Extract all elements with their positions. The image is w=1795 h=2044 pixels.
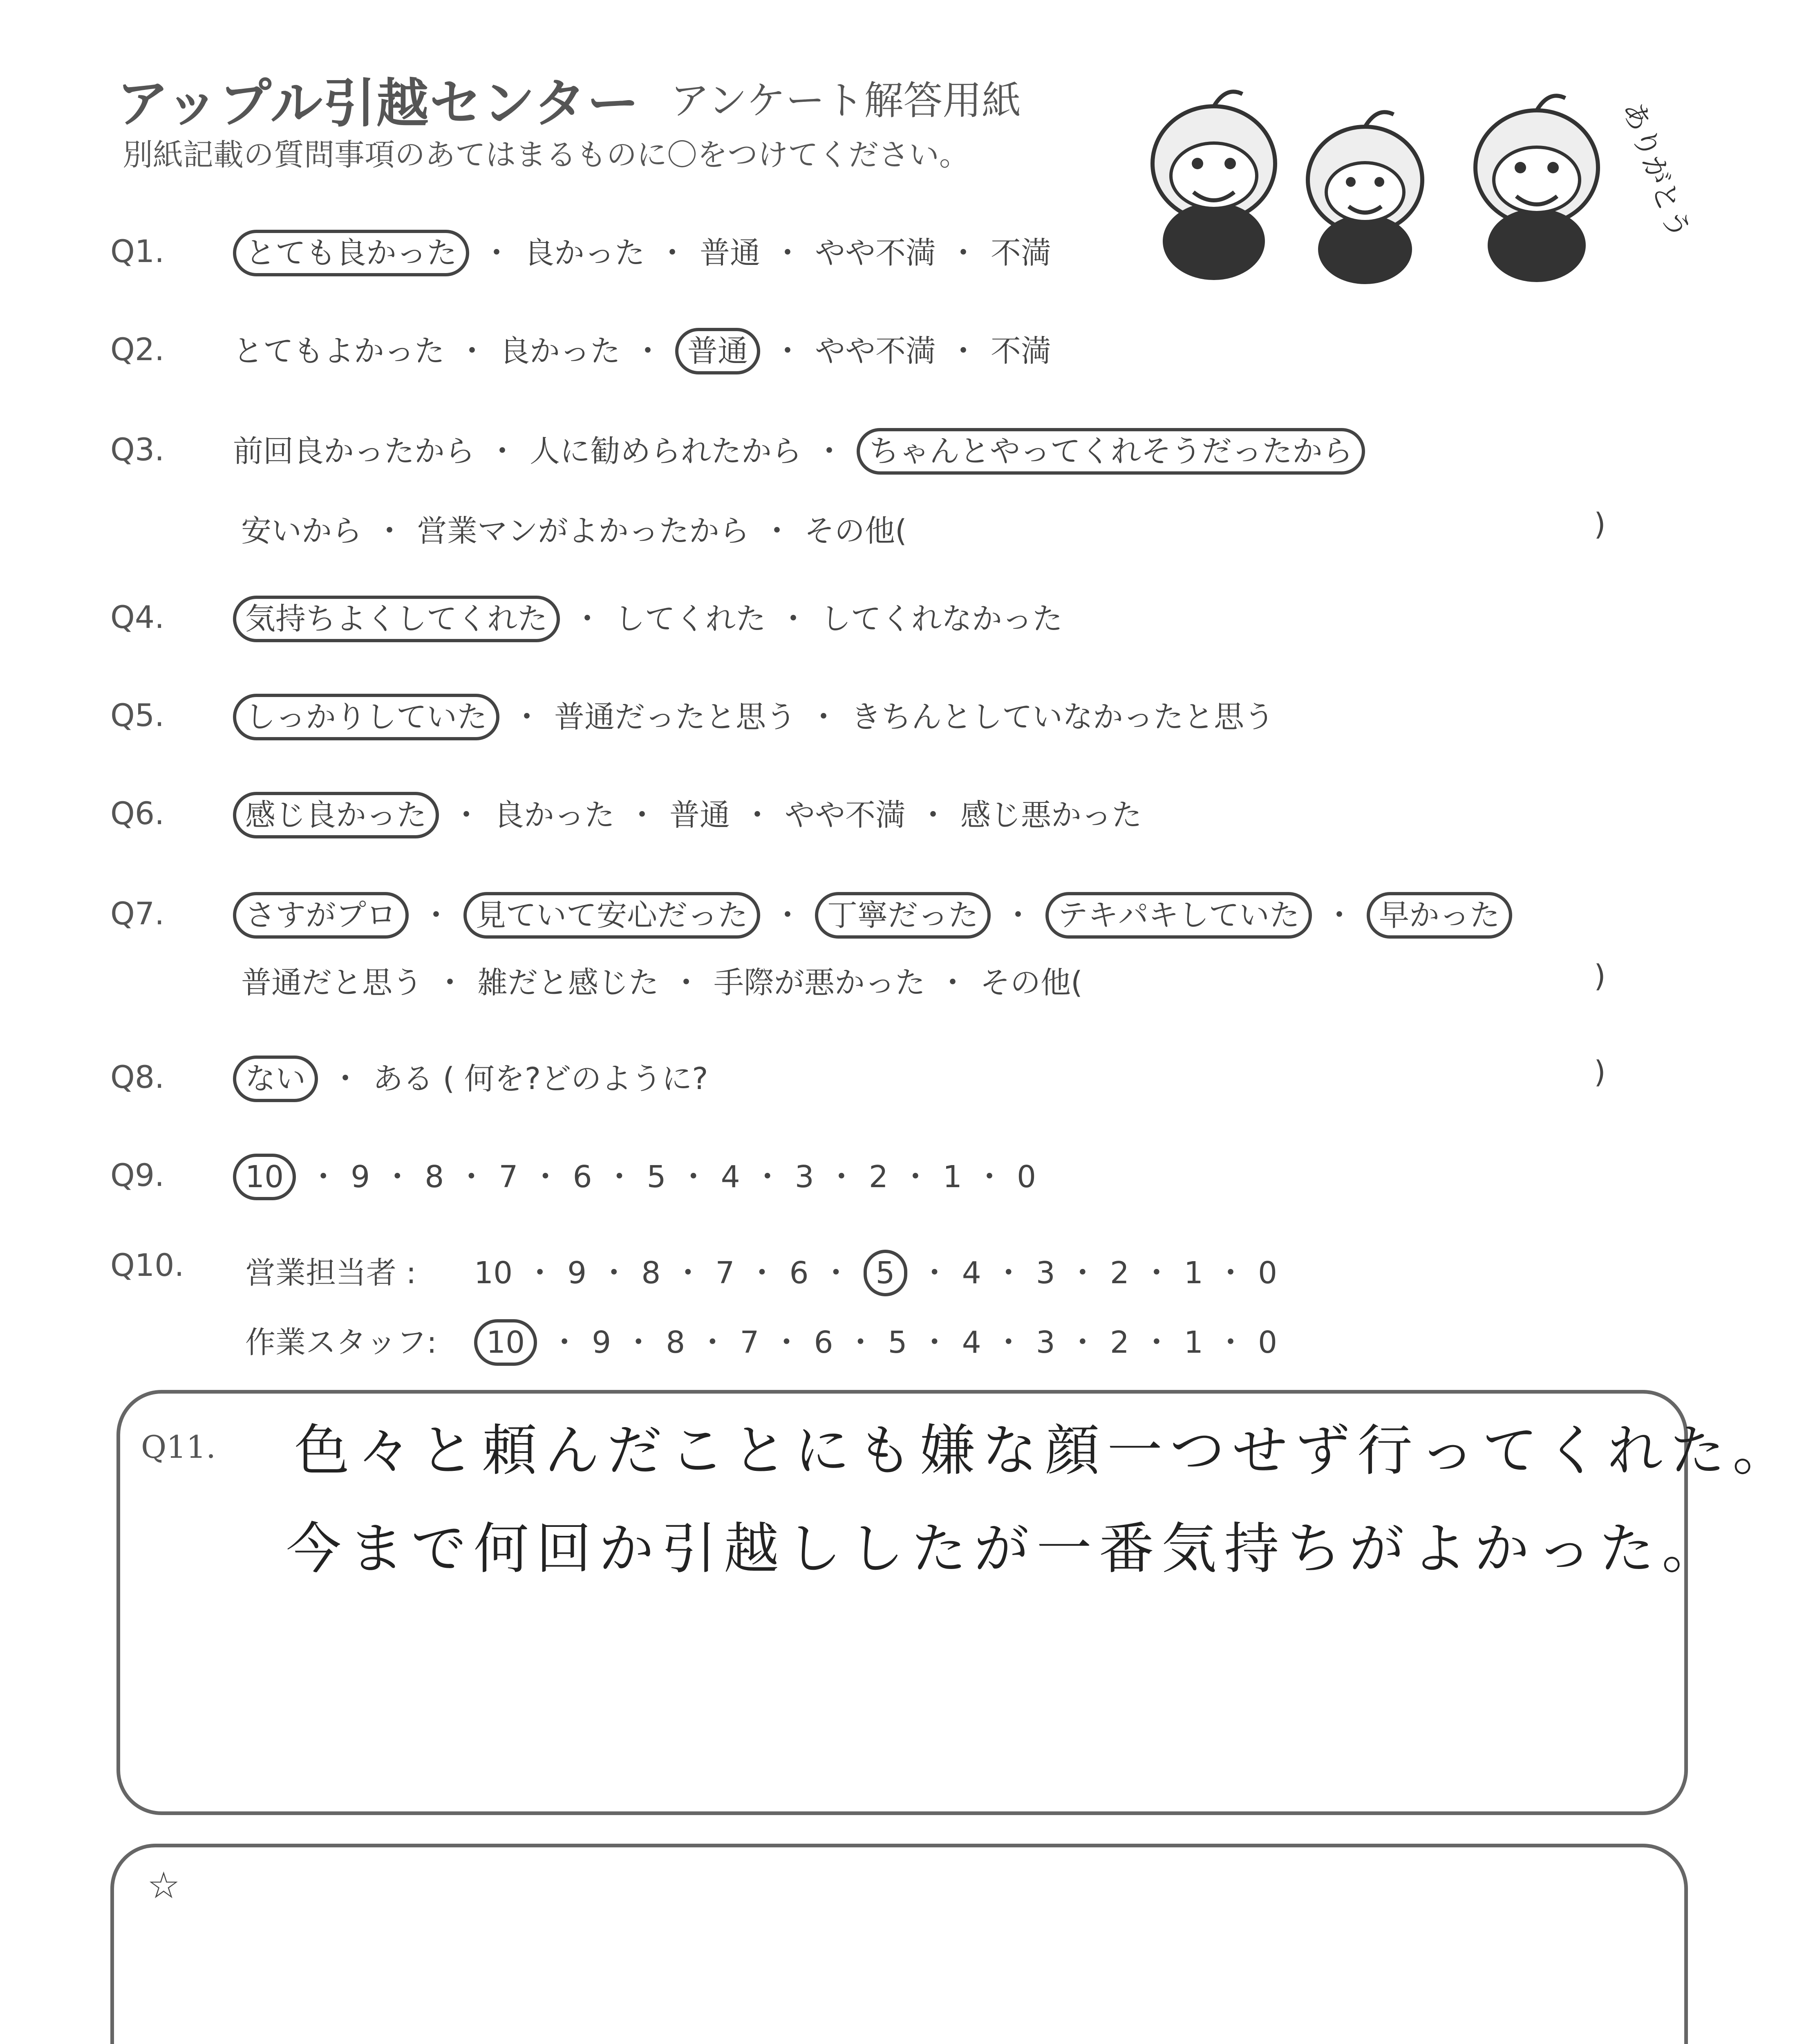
option-separator: ・ xyxy=(487,434,517,469)
option-separator: ・ xyxy=(762,513,792,549)
q10-sales-scale xyxy=(474,1249,1277,1292)
q10-staff-scale xyxy=(474,1318,1277,1362)
q9-option-10[interactable]: 1 xyxy=(942,1159,962,1195)
q1-label: Q1. xyxy=(110,233,165,269)
option-separator: ・ xyxy=(530,1159,561,1195)
q5-options xyxy=(233,693,1274,736)
q6-option-1[interactable]: 感じ良かった xyxy=(233,792,439,838)
q7-option-2[interactable]: 見ていて安心だった xyxy=(463,892,760,939)
option-separator: ・ xyxy=(772,235,803,271)
q3-option-1[interactable]: 前回良かったから xyxy=(233,434,475,469)
q8-label: Q8. xyxy=(110,1059,165,1095)
q7-row2-option-4[interactable]: その他( xyxy=(980,965,1083,1000)
option-separator: ・ xyxy=(814,434,844,469)
q1-option-5[interactable]: 不満 xyxy=(991,235,1051,271)
option-separator: ・ xyxy=(938,965,968,1000)
q7-close-paren: ) xyxy=(1594,959,1606,994)
q4-option-1[interactable]: 気持ちよくしてくれた xyxy=(233,596,560,642)
option-separator: ・ xyxy=(1215,1255,1246,1291)
q6-option-4[interactable]: やや不満 xyxy=(785,798,906,833)
q8-option-1[interactable]: ない xyxy=(233,1056,318,1102)
q3-options xyxy=(233,427,1365,471)
q10-row2-option-7[interactable]: 4 xyxy=(962,1325,981,1360)
q8-close-paren: ) xyxy=(1594,1055,1606,1090)
option-separator: ・ xyxy=(678,1159,709,1195)
q3-option-2[interactable]: 人に勧められたから xyxy=(530,434,802,469)
q7-row2-option-1[interactable]: 普通だと思う xyxy=(241,965,423,1000)
q2-option-3[interactable]: 普通 xyxy=(675,328,760,374)
q7-option-1[interactable]: さすがプロ xyxy=(233,892,409,939)
q9-option-1[interactable]: 10 xyxy=(233,1154,296,1200)
option-separator: ・ xyxy=(456,1159,487,1195)
option-separator: ・ xyxy=(919,1255,950,1291)
option-separator: ・ xyxy=(1067,1325,1098,1360)
q9-option-4[interactable]: 7 xyxy=(499,1159,518,1195)
q10-row1-option-6[interactable]: 5 xyxy=(864,1250,907,1296)
q3-row2-option-3[interactable]: その他( xyxy=(804,513,907,549)
option-separator: ・ xyxy=(1067,1255,1098,1291)
option-separator: ・ xyxy=(1141,1325,1172,1360)
q4-options xyxy=(233,595,1063,638)
q10-label: Q10. xyxy=(110,1247,184,1283)
option-separator: ・ xyxy=(382,1159,413,1195)
q10-row1-option-10[interactable]: 1 xyxy=(1184,1255,1204,1291)
q2-option-4[interactable]: やや不満 xyxy=(815,334,936,369)
q10-row1-option-9[interactable]: 2 xyxy=(1110,1255,1129,1291)
option-separator: ・ xyxy=(330,1061,360,1096)
q11-comment-line-2: 今まで何回か引越ししたが一番気持ちがよかった。 xyxy=(286,1517,1724,1581)
q5-label: Q5. xyxy=(110,697,165,733)
option-separator: ・ xyxy=(1141,1255,1172,1291)
q9-option-5[interactable]: 6 xyxy=(573,1159,592,1195)
form-subtitle: アンケート解答用紙 xyxy=(670,78,1021,123)
q8-options xyxy=(233,1055,708,1098)
q10-row1-option-2[interactable]: 9 xyxy=(567,1255,587,1291)
q10-row2-option-5[interactable]: 6 xyxy=(814,1325,833,1360)
q9-option-6[interactable]: 5 xyxy=(647,1159,666,1195)
option-separator: ・ xyxy=(1215,1325,1246,1360)
q10-row1-option-3[interactable]: 8 xyxy=(641,1255,661,1291)
q10-staff-name: 作業スタッフ: xyxy=(245,1325,437,1360)
option-separator: ・ xyxy=(673,1255,703,1291)
option-separator: ・ xyxy=(1003,898,1033,933)
option-separator: ・ xyxy=(525,1255,555,1291)
q3-row2-option-1[interactable]: 安いから xyxy=(241,513,362,549)
q10-row2-option-1[interactable]: 10 xyxy=(474,1319,537,1366)
q10-row2-option-8[interactable]: 3 xyxy=(1036,1325,1055,1360)
q4-option-3[interactable]: してくれなかった xyxy=(821,601,1063,637)
option-separator: ・ xyxy=(512,699,542,735)
q4-label: Q4. xyxy=(110,599,165,635)
option-separator: ・ xyxy=(752,1159,783,1195)
option-separator: ・ xyxy=(374,513,405,549)
q3-label: Q3. xyxy=(110,431,165,468)
q4-option-2[interactable]: してくれた xyxy=(615,601,766,637)
q10-row1-option-4[interactable]: 7 xyxy=(715,1255,735,1291)
q10-row2-option-6[interactable]: 5 xyxy=(888,1325,907,1360)
q10-row1-option-1[interactable]: 10 xyxy=(474,1255,513,1291)
option-separator: ・ xyxy=(572,601,602,637)
q8-option-2[interactable]: ある ( 何を?どのように? xyxy=(373,1061,708,1096)
q10-row2-option-9[interactable]: 2 xyxy=(1110,1325,1129,1360)
free-comment-box[interactable] xyxy=(110,1844,1688,2044)
option-separator: ・ xyxy=(821,1255,851,1291)
q11-label: Q11. xyxy=(141,1429,216,1465)
q6-options xyxy=(233,791,1142,834)
mascot-illustration xyxy=(1128,69,1697,282)
q10-row1-option-5[interactable]: 6 xyxy=(789,1255,809,1291)
option-separator: ・ xyxy=(481,235,512,271)
q2-option-2[interactable]: 良かった xyxy=(499,334,620,369)
q9-option-2[interactable]: 9 xyxy=(351,1159,370,1195)
q3-row2-option-2[interactable]: 営業マンがよかったから xyxy=(417,513,750,549)
q5-option-3[interactable]: きちんとしていなかったと思う xyxy=(851,699,1274,735)
star-icon: ☆ xyxy=(147,1864,180,1907)
q6-option-5[interactable]: 感じ悪かった xyxy=(960,798,1142,833)
option-separator: ・ xyxy=(451,798,481,833)
q5-option-1[interactable]: しっかりしていた xyxy=(233,694,499,740)
q1-option-4[interactable]: やや不満 xyxy=(815,235,936,271)
q6-option-3[interactable]: 普通 xyxy=(669,798,730,833)
option-separator: ・ xyxy=(742,798,772,833)
option-separator: ・ xyxy=(948,235,978,271)
option-separator: ・ xyxy=(604,1159,635,1195)
q9-label: Q9. xyxy=(110,1157,165,1193)
q7-label: Q7. xyxy=(110,895,165,932)
option-separator: ・ xyxy=(421,898,451,933)
option-separator: ・ xyxy=(457,334,487,369)
q2-options xyxy=(233,327,1051,370)
q2-label: Q2. xyxy=(110,331,165,368)
option-separator: ・ xyxy=(627,798,657,833)
instruction-text: 別紙記載の質問事項のあてはまるものに〇をつけてください。 xyxy=(123,137,969,173)
option-separator: ・ xyxy=(657,235,687,271)
option-separator: ・ xyxy=(808,699,839,735)
option-separator: ・ xyxy=(771,1325,802,1360)
q7-options-row2 xyxy=(241,959,1083,1002)
q10-row1-option-11[interactable]: 0 xyxy=(1258,1255,1278,1291)
option-separator: ・ xyxy=(1324,898,1354,933)
q3-option-3[interactable]: ちゃんとやってくれそうだったから xyxy=(857,428,1365,475)
q1-options xyxy=(233,229,1051,272)
q7-option-3[interactable]: 丁寧だった xyxy=(815,892,991,939)
q9-option-9[interactable]: 2 xyxy=(868,1159,888,1195)
option-separator: ・ xyxy=(993,1255,1024,1291)
q2-option-1[interactable]: とてもよかった xyxy=(233,334,445,369)
form-title: アップル引越センター xyxy=(116,73,640,134)
option-separator: ・ xyxy=(918,798,948,833)
q5-option-2[interactable]: 普通だったと思う xyxy=(554,699,796,735)
q7-option-4[interactable]: テキパキしていた xyxy=(1045,892,1312,939)
q7-option-5[interactable]: 早かった xyxy=(1367,892,1512,939)
option-separator: ・ xyxy=(671,965,701,1000)
q10-row1-option-8[interactable]: 3 xyxy=(1036,1255,1055,1291)
option-separator: ・ xyxy=(549,1325,580,1360)
option-separator: ・ xyxy=(772,898,803,933)
q10-row2-option-10[interactable]: 1 xyxy=(1184,1325,1204,1360)
option-separator: ・ xyxy=(919,1325,950,1360)
option-separator: ・ xyxy=(900,1159,931,1195)
q3-close-paren: ) xyxy=(1594,507,1606,542)
q1-option-2[interactable]: 良かった xyxy=(524,235,645,271)
option-separator: ・ xyxy=(826,1159,857,1195)
option-separator: ・ xyxy=(697,1325,728,1360)
q11-comment-line-1: 色々と頼んだことにも嫌な顔一つせず行ってくれた。 xyxy=(294,1419,1795,1483)
option-separator: ・ xyxy=(772,334,803,369)
q9-option-8[interactable]: 3 xyxy=(795,1159,814,1195)
q10-row2-option-4[interactable]: 7 xyxy=(740,1325,759,1360)
option-separator: ・ xyxy=(435,965,465,1000)
q9-options xyxy=(233,1153,1036,1196)
option-separator: ・ xyxy=(778,601,808,637)
q6-option-2[interactable]: 良かった xyxy=(494,798,615,833)
q10-row2-option-2[interactable]: 9 xyxy=(592,1325,611,1360)
q7-row2-option-2[interactable]: 雑だと感じた xyxy=(477,965,659,1000)
q9-option-11[interactable]: 0 xyxy=(1017,1159,1036,1195)
q1-option-3[interactable]: 普通 xyxy=(700,235,760,271)
q9-option-7[interactable]: 4 xyxy=(721,1159,740,1195)
option-separator: ・ xyxy=(599,1255,629,1291)
option-separator: ・ xyxy=(993,1325,1024,1360)
q1-option-1[interactable]: とても良かった xyxy=(233,230,469,276)
option-separator: ・ xyxy=(633,334,663,369)
q2-option-5[interactable]: 不満 xyxy=(991,334,1051,369)
mascot-thanks-text: ありがとう xyxy=(1616,97,1697,243)
option-separator: ・ xyxy=(974,1159,1005,1195)
option-separator: ・ xyxy=(845,1325,876,1360)
option-separator: ・ xyxy=(308,1159,339,1195)
q3-options-row2 xyxy=(241,507,907,550)
q10-row2-option-3[interactable]: 8 xyxy=(666,1325,685,1360)
q7-row2-option-3[interactable]: 手際が悪かった xyxy=(714,965,925,1000)
option-separator: ・ xyxy=(948,334,978,369)
q9-option-3[interactable]: 8 xyxy=(425,1159,444,1195)
q10-row1-option-7[interactable]: 4 xyxy=(962,1255,981,1291)
q10-sales-name: 営業担当者 : xyxy=(245,1255,416,1291)
q10-row2-option-11[interactable]: 0 xyxy=(1258,1325,1278,1360)
option-separator: ・ xyxy=(623,1325,654,1360)
q6-label: Q6. xyxy=(110,795,165,831)
q7-options xyxy=(233,891,1512,935)
option-separator: ・ xyxy=(747,1255,777,1291)
